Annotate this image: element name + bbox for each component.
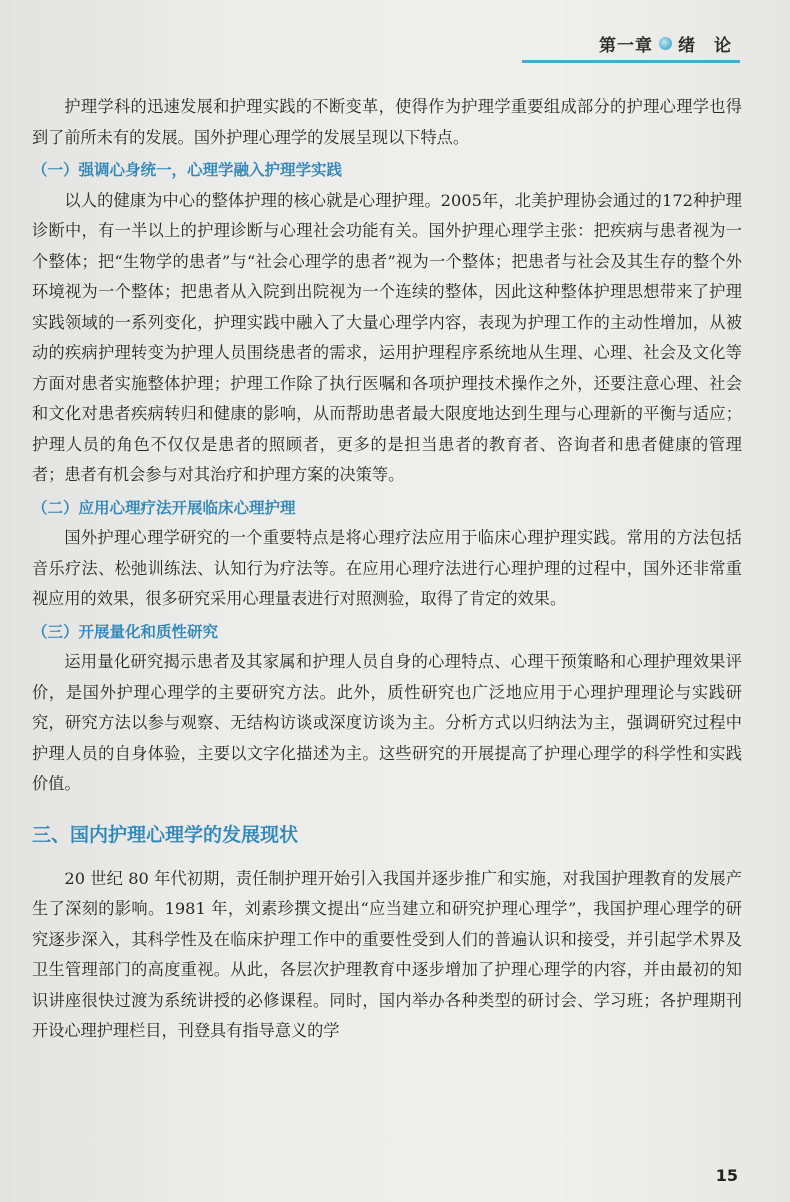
running-header	[599, 26, 732, 60]
subheading-3: （三）开展量化和质性研究	[32, 622, 219, 641]
paragraph-2: 国外护理心理学研究的一个重要特点是将心理疗法应用于临床心理护理实践。常用的方法包括音乐疗法、松弛训练法、认知行为疗法等。在应用心理疗法进行心理护理的过程中，国外还非常重视应用的效果，很多研究采用心理量表进行对照测验，取得了肯定的效果。	[32, 528, 742, 608]
chapter-label: 第一章	[599, 35, 653, 56]
header-rule	[522, 60, 740, 63]
subheading-1: （一）强调心身统一，心理学融入护理学实践	[32, 161, 343, 179]
section-heading-3: 三、国内护理心理学的发展现状	[32, 823, 299, 846]
page-number: 15	[715, 1166, 738, 1185]
section-3-paragraph: 20 世纪 80 年代初期，责任制护理开始引入我国并逐步推广和实施，对我国护理教育的发展产生了深刻的影响。1981 年，刘素珍撰文提出“应当建立和研究护理心理学”，我国护理心理学的研究逐步深入，其科学性及在临床护理工作中的重要性受到人们的普遍认识和接受，并引起学术界及卫生管理部门的高度重视。从此，各层次护理教育中逐步增加了护理心理学的内容，并由最初的知识讲座很快过渡为系统讲授的必修课程。同时，国内举办各种类型的研讨会、学习班；各护理期刊开设心理护理栏目，刊登具有指导意义的学	[32, 868, 742, 1040]
intro-paragraph: 护理学科的迅速发展和护理实践的不断变革，使得作为护理学重要组成部分的护理心理学也得到了前所未有的发展。国外护理心理学的发展呈现以下特点。	[32, 97, 742, 147]
bullet-dot-icon	[659, 37, 672, 50]
chapter-title: 绪 论	[678, 35, 732, 56]
page-content	[32, 92, 742, 1047]
subheading-2: （二）应用心理疗法开展临床心理护理	[32, 498, 296, 517]
paragraph-3: 运用量化研究揭示患者及其家属和护理人员自身的心理特点、心理干预策略和心理护理效果评价，是国外护理心理学的主要研究方法。此外，质性研究也广泛地应用于心理护理理论与实践研究，研究方法以参与观察、无结构访谈或深度访谈为主。分析方式以归纳法为主，强调研究过程中护理人员的自身体验，主要以文字化描述为主。这些研究的开展提高了护理心理学的科学性和实践价值。	[32, 652, 742, 793]
paragraph-1: 以人的健康为中心的整体护理的核心就是心理护理。2005年，北美护理协会通过的172种护理诊断中，有一半以上的护理诊断与心理社会功能有关。国外护理心理学主张：把疾病与患者视为一个整体；把“生物学的患者”与“社会心理学的患者”视为一个整体；把患者与社会及其生存的整个外环境视为一个整体；把患者从入院到出院视为一个连续的整体，因此这种整体护理思想带来了护理实践领域的一系列变化，护理实践中融入了大量心理学内容，表现为护理工作的主动性增加，从被动的疾病护理转变为护理人员围绕患者的需求，运用护理程序系统地从生理、心理、社会及文化等方面对患者实施整体护理；护理工作除了执行医嘱和各项护理技术操作之外，还要注意心理、社会和文化对患者疾病转归和健康的影响，从而帮助患者最大限度地达到生理与心理新的平衡与适应；护理人员的角色不仅仅是患者的照顾者，更多的是担当患者的教育者、咨询者和患者健康的管理者；患者有机会参与对其治疗和护理方案的决策等。	[32, 190, 742, 484]
